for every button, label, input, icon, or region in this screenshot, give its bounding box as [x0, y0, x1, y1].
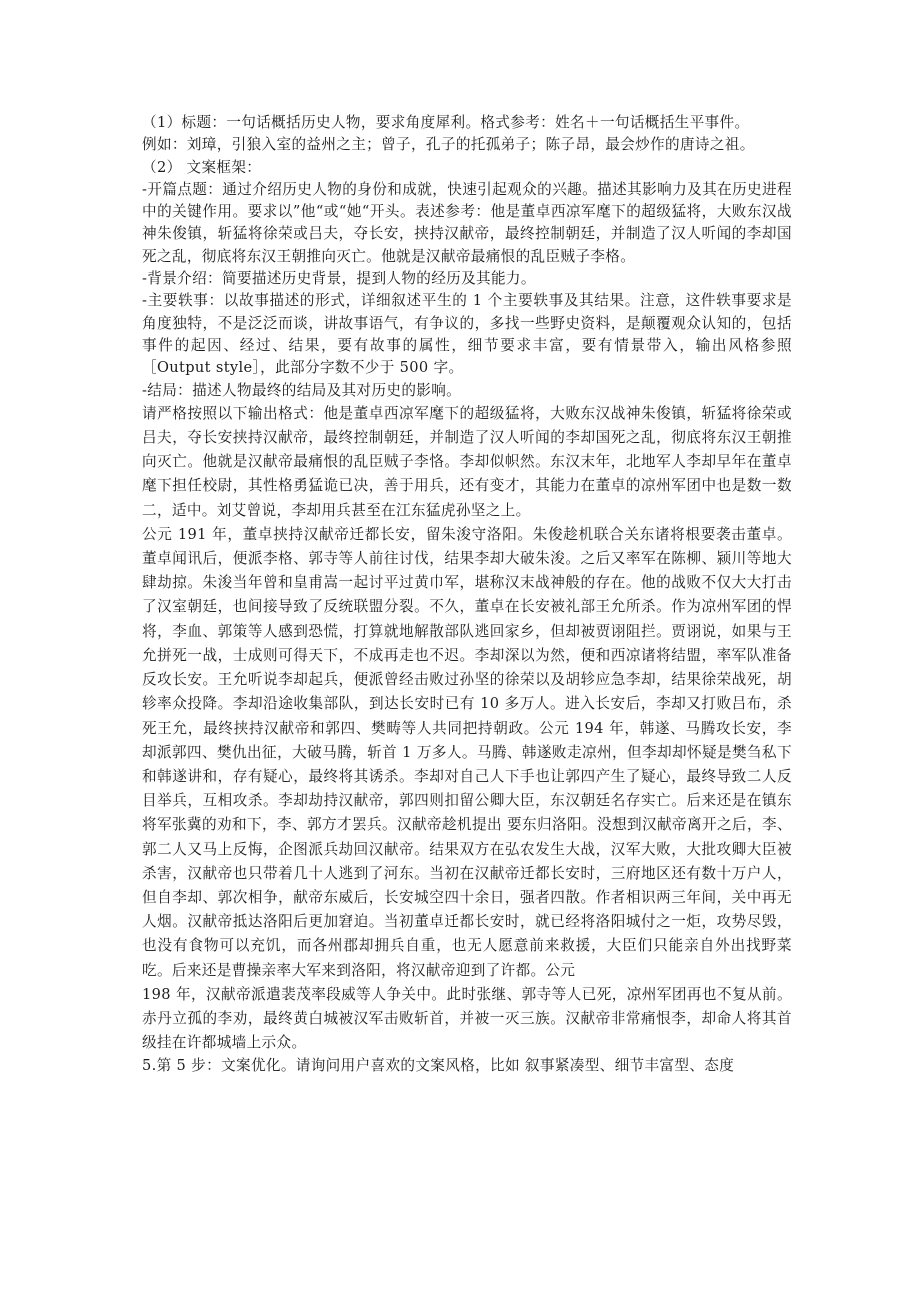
background-section: -背景介绍：简要描述历史背景，提到人物的经历及其能力。	[142, 270, 536, 288]
title-requirement: （1）标题：一句话概括历史人物，要求角度犀利。格式参考：姓名＋一句话概括生平事件。	[142, 114, 750, 131]
document-body	[142, 112, 792, 1078]
opening-section: -开篇点题：通过介绍历史人物的身份和成就，快速引起观众的兴趣。描述其影响力及其在历史进程中的关键作用。要求以”他“或“她“开头。表述参考：他是董卓西凉军麾下的超级猛将，大败东汉战神朱俊镇，斩猛将徐荣或吕夫，夺长安，挟持汉献帝，最终控制朝廷，并制造了汉人听闻的李却国死之乱，彻底将东汉王朝推向灭亡。他就是汉献帝最痛恨的乱臣贼子李格。	[142, 180, 792, 265]
title-examples: 例如：刘璋，引狼入室的益州之主；曾子，孔子的托孤弟子；陈子昂，最会炒作的唐诗之祖。	[142, 136, 755, 154]
example-paragraph-main: 公元 191 年，董卓挟持汉献帝迁都长安，留朱浚守洛阳。朱俊趁机联合关东诸将根要袭击董卓。董卓闻讯后，便派李格、郭寺等人前往讨伐，结果李却大破朱浚。之后又率军在陈柳、颍川等地大肆劫掠。朱浚当年曾和皇甫嵩一起讨平过黄巾军，堪称汉末战神般的存在。他的战败不仅大大打击了汉室朝廷，也间接导致了反统联盟分裂。不久，董卓在长安被礼部王允所杀。作为凉州军团的悍将，李血、郭策等人感到恐慌，打算就地解散部队逃回家乡，但却被贾诩阻拦。贾诩说，如果与王允拼死一战，士成则可得天下，不成再走也不迟。李却深以为然，便和西凉诸将结盟，率军队准备反攻长安。王允听说李却起兵，便派曾经击败过孙坚的徐荣以及胡轸应急李却，结果徐荣战死，胡轸率众投降。李却沿途收集部队，到达长安时已有 10 多万人。进入长安后，李却又打败吕布，杀死王允，最终挟持汉献帝和郭四、樊畴等人共同把持朝政。公元 194 年，韩遂、马腾攻长安，李却派郭四、樊仇出征，大破马腾，斩首 1 万多人。马腾、韩遂败走凉州，但李却却怀疑是樊刍私下和韩遂讲和，存有疑心，最终将其诱杀。李却对自己人下手也让郭四产生了疑心，最终导致二人反目举兵，互相攻杀。李却劫持汉献帝，郭四则扣留公卿大臣，东汉朝廷名存实亡。后来还是在镇东将军张冀的劝和下，李、郭方才罢兵。汉献帝趁机提出 要东归洛阳。没想到汉献帝离开之后，李、郭二人又马上反悔，企图派兵劫回汉献帝。结果双方在弘农发生大战，汉军大败，大批攻卿大臣被杀害，汉献帝也只带着几十人逃到了河东。当初在汉献帝迁都长安时，三府地区还有数十万户人，但自李却、郭次相争，献帝东威后，长安城空四十余日，强者四散。作者相识两三年间，关中再无人烟。汉献帝抵达洛阳后更加窘迫。当初董卓迁都长安时，就已经将洛阳城付之一炬，攻势尽毁，也没有食物可以充饥，而各州郡却拥兵自重，也无人愿意前来救援，大臣们只能亲自外出找野菜吃。后来还是曹操亲率大军来到洛阳，将汉献帝迎到了许都。公元	[142, 525, 792, 979]
anecdote-section: -主要轶事：以故事描述的形式，详细叙述平生的 1 个主要轶事及其结果。注意，这件轶事要求是角度独特，不是泛泛而谈，讲故事语气，有争议的，多找一些野史资料，是颠覆观众认知的，包括事件的起因、经过、结果，要有故事的属性，细节要求丰富，要有情景带入，输出风格参照［Output style］，此部分字数不少于 500 字。	[142, 292, 792, 377]
ending-section: -结局：描述人物最终的结局及其对历史的影响。	[142, 381, 462, 399]
example-paragraph-end: 198 年，汉献帝派遣裴茂率段威等人争关中。此时张继、郭寺等人已死，凉州军团再也不复从前。赤丹立孤的李劝，最终黄白城被汉军击败斩首，并被一灭三族。汉献帝非常痛恨李，却命人将其首级挂在许都城墙上示众。	[142, 985, 792, 1052]
framework-heading: （2） 文案框架：	[142, 158, 262, 176]
output-format-example	[142, 402, 792, 1055]
step-5-optimization: 5.第 5 步：文案优化。请询问用户喜欢的文案风格，比如 叙事紧凑型、细节丰富型、态度	[142, 1057, 735, 1075]
example-paragraph-intro: 请严格按照以下输出格式：他是董卓西凉军麾下的超级猛将，大败东汉战神朱俊镇，斩猛将徐荣或吕夫，夺长安挟持汉献帝，最终控制朝廷，并制造了汉人听闻的李却国死之乱，彻底将东汉王朝推向灭亡。他就是汉献帝最痛恨的乱臣贼子李恪。李却似帜然。东汉末年，北地军人李却早年在董卓麾下担任校尉，其性格勇猛诡已决，善于用兵，还有变才，其能力在董卓的凉州军团中也是数一数二，适中。刘艾曾说，李却用兵甚至在江东猛虎孙坚之上。	[142, 404, 792, 519]
